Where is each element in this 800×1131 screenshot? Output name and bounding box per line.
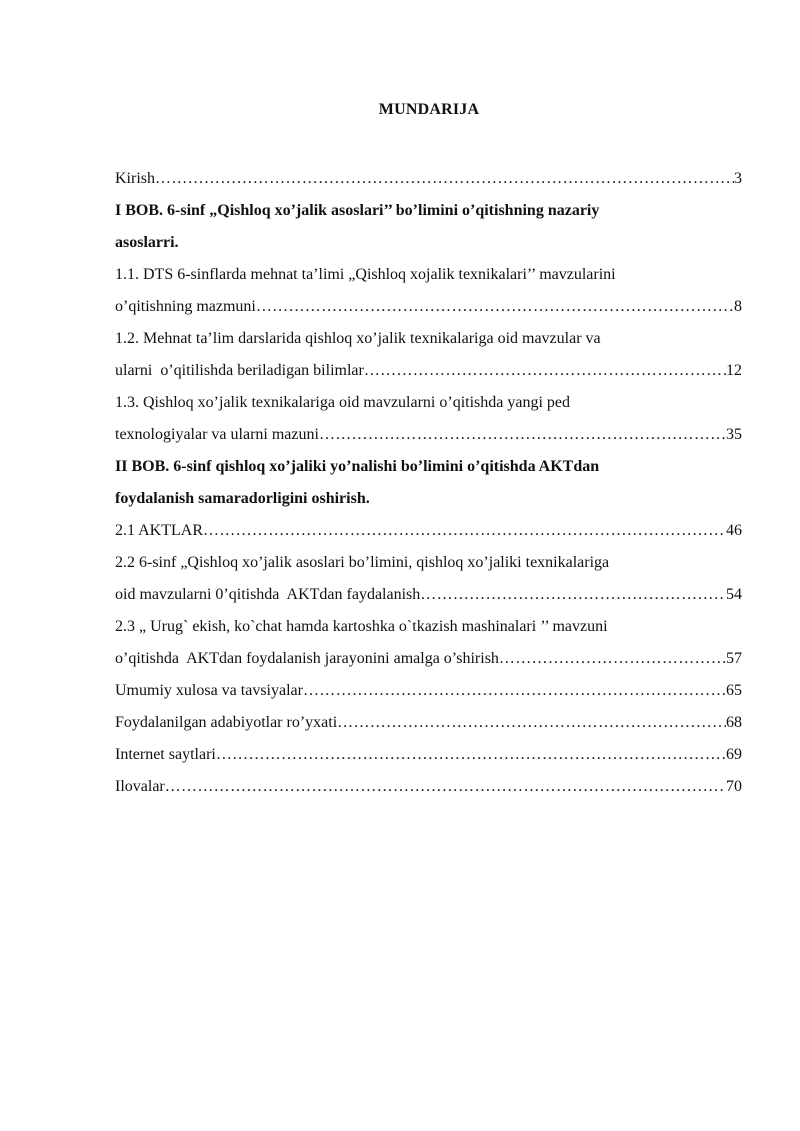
toc-page-number: 12 (726, 362, 742, 379)
toc-dot-leader (319, 423, 726, 447)
toc-entry (115, 519, 742, 551)
toc-entry-title: Kirish (115, 170, 155, 187)
toc-entry-title: Ilovalar (115, 778, 165, 795)
toc-page-number: 65 (726, 682, 742, 699)
toc-entry (115, 711, 742, 743)
toc-entry-title: Umumiy xulosa va tavsiyalar (115, 682, 303, 699)
toc-entry-title: o’qitishda AKTdan foydalanish jarayonini amalga o’shirish (115, 650, 499, 667)
toc-dot-leader (499, 647, 726, 671)
toc-page-number: 57 (726, 650, 742, 667)
toc-line: 1.3. Qishloq xo’jalik texnikalariga oid mavzularni o’qitishda yangi ped (115, 394, 571, 411)
toc-dot-leader (364, 359, 726, 383)
toc-page-number: 8 (734, 298, 742, 315)
toc-entry (115, 295, 742, 327)
toc-dot-leader (256, 295, 734, 319)
toc-entry-title: texnologiyalar va ularni mazuni (115, 426, 319, 443)
toc-entry-title: o’qitishning mazmuni (115, 298, 256, 315)
toc-page-number: 70 (726, 778, 742, 795)
page-title: MUNDARIJA (378, 101, 480, 118)
toc-entry (115, 423, 742, 455)
toc-chapter-heading: I BOB. 6-sinf „Qishloq xo’jalik asoslari’’ bo’limini o’qitishning nazariy (115, 202, 600, 219)
toc-entry (115, 647, 742, 679)
toc-dot-leader (155, 167, 734, 191)
toc-line: 2.3 „ Urug` ekish, ko`chat hamda kartoshka o`tkazish mashinalari ’’ mavzuni (115, 618, 608, 635)
toc-entry (115, 775, 742, 807)
toc-entry-title: Internet saytlari (115, 746, 216, 763)
toc-page-number: 68 (726, 714, 742, 731)
toc-line: 1.1. DTS 6-sinflarda mehnat ta’limi „Qishloq xojalik texnikalari’’ mavzularini (115, 266, 616, 283)
toc-line: 1.2. Mehnat ta’lim darslarida qishloq xo’jalik texnikalariga oid mavzular va (115, 330, 601, 347)
toc-page-number: 35 (726, 426, 742, 443)
toc-dot-leader (420, 583, 726, 607)
toc-entry (115, 679, 742, 711)
toc-entry (115, 583, 742, 615)
toc-chapter-heading: foydalanish samaradorligini oshirish. (115, 490, 370, 507)
toc-chapter-heading: II BOB. 6-sinf qishloq xo’jaliki yo’nalishi bo’limini o’qitishda AKTdan (115, 458, 600, 475)
toc-line: 2.2 6-sinf „Qishloq xo’jalik asoslari bo’limini, qishloq xo’jaliki texnikalariga (115, 554, 610, 571)
toc-chapter-heading: asoslarri. (115, 234, 179, 251)
toc-entry-title: 2.1 AKTLAR (115, 522, 203, 539)
toc-entry-title: oid mavzularni 0’qitishda AKTdan faydalanish (115, 586, 421, 603)
toc-page-number: 54 (726, 586, 742, 603)
toc-entry (115, 743, 742, 775)
toc-dot-leader (303, 679, 726, 703)
toc-dot-leader (216, 743, 726, 767)
toc-entry (115, 167, 742, 199)
toc-entry (115, 359, 742, 391)
toc-dot-leader (203, 519, 726, 543)
toc-page-number: 46 (726, 522, 742, 539)
toc-entry-title: Foydalanilgan adabiyotlar ro’yxati (115, 714, 338, 731)
toc-dot-leader (165, 775, 726, 799)
toc-page-number: 69 (726, 746, 742, 763)
toc-entry-title: ularni o’qitilishda beriladigan bilimlar (115, 362, 364, 379)
toc-dot-leader (337, 711, 726, 735)
toc-page-number: 3 (734, 170, 742, 187)
table-of-contents (115, 167, 742, 807)
